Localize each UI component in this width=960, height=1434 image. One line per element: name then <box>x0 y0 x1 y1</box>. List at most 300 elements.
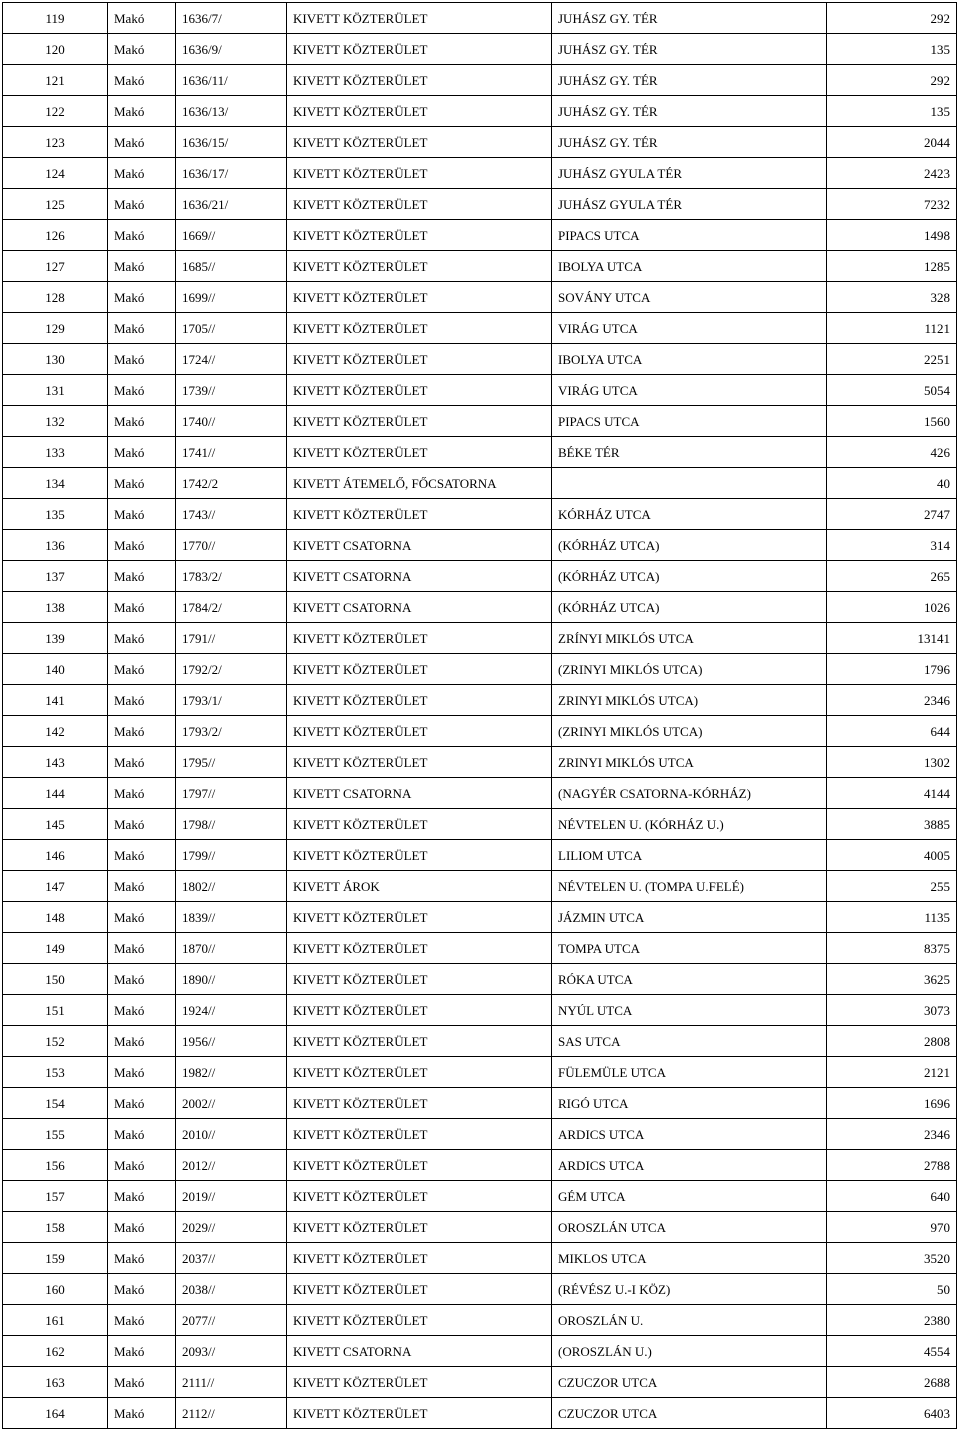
row-number-cell: 127 <box>3 251 108 282</box>
location-cell: JUHÁSZ GY. TÉR <box>552 34 827 65</box>
table-row <box>3 189 957 220</box>
land-use-cell: KIVETT KÖZTERÜLET <box>287 1367 552 1398</box>
table-row <box>3 623 957 654</box>
parcel-number-cell: 1636/7/ <box>176 3 287 34</box>
table-row <box>3 1150 957 1181</box>
table-row <box>3 158 957 189</box>
area-cell: 3625 <box>827 964 957 995</box>
land-use-cell: KIVETT KÖZTERÜLET <box>287 623 552 654</box>
register-table-body <box>3 3 957 1429</box>
table-row <box>3 747 957 778</box>
table-row <box>3 1181 957 1212</box>
table-row <box>3 1243 957 1274</box>
land-use-cell: KIVETT ÁROK <box>287 871 552 902</box>
location-cell: CZUCZOR UTCA <box>552 1367 827 1398</box>
parcel-number-cell: 1982// <box>176 1057 287 1088</box>
parcel-number-cell: 1799// <box>176 840 287 871</box>
land-use-cell: KIVETT KÖZTERÜLET <box>287 1274 552 1305</box>
location-cell: ZRÍNYI MIKLÓS UTCA <box>552 623 827 654</box>
area-cell: 1121 <box>827 313 957 344</box>
location-cell: (KÓRHÁZ UTCA) <box>552 530 827 561</box>
settlement-cell: Makó <box>108 902 176 933</box>
area-cell: 4005 <box>827 840 957 871</box>
parcel-number-cell: 1636/13/ <box>176 96 287 127</box>
row-number-cell: 158 <box>3 1212 108 1243</box>
parcel-number-cell: 1739// <box>176 375 287 406</box>
location-cell: GÉM UTCA <box>552 1181 827 1212</box>
location-cell: OROSZLÁN U. <box>552 1305 827 1336</box>
land-use-cell: KIVETT KÖZTERÜLET <box>287 96 552 127</box>
settlement-cell: Makó <box>108 313 176 344</box>
table-row <box>3 282 957 313</box>
row-number-cell: 132 <box>3 406 108 437</box>
settlement-cell: Makó <box>108 468 176 499</box>
row-number-cell: 145 <box>3 809 108 840</box>
settlement-cell: Makó <box>108 251 176 282</box>
location-cell: JUHÁSZ GY. TÉR <box>552 65 827 96</box>
parcel-number-cell: 2037// <box>176 1243 287 1274</box>
area-cell: 970 <box>827 1212 957 1243</box>
land-use-cell: KIVETT KÖZTERÜLET <box>287 902 552 933</box>
row-number-cell: 151 <box>3 995 108 1026</box>
location-cell: ZRINYI MIKLÓS UTCA <box>552 747 827 778</box>
parcel-number-cell: 1636/17/ <box>176 158 287 189</box>
location-cell: (OROSZLÁN U.) <box>552 1336 827 1367</box>
row-number-cell: 129 <box>3 313 108 344</box>
table-row <box>3 127 957 158</box>
area-cell: 2423 <box>827 158 957 189</box>
parcel-number-cell: 1741// <box>176 437 287 468</box>
settlement-cell: Makó <box>108 127 176 158</box>
row-number-cell: 138 <box>3 592 108 623</box>
land-use-cell: KIVETT KÖZTERÜLET <box>287 65 552 96</box>
settlement-cell: Makó <box>108 1119 176 1150</box>
settlement-cell: Makó <box>108 530 176 561</box>
parcel-number-cell: 1742/2 <box>176 468 287 499</box>
settlement-cell: Makó <box>108 964 176 995</box>
table-row <box>3 1305 957 1336</box>
location-cell: NÉVTELEN U. (TOMPA U.FELÉ) <box>552 871 827 902</box>
parcel-number-cell: 1797// <box>176 778 287 809</box>
table-row <box>3 1212 957 1243</box>
parcel-number-cell: 1636/9/ <box>176 34 287 65</box>
row-number-cell: 156 <box>3 1150 108 1181</box>
area-cell: 292 <box>827 65 957 96</box>
settlement-cell: Makó <box>108 840 176 871</box>
parcel-number-cell: 1770// <box>176 530 287 561</box>
row-number-cell: 134 <box>3 468 108 499</box>
parcel-number-cell: 1839// <box>176 902 287 933</box>
land-use-cell: KIVETT KÖZTERÜLET <box>287 1212 552 1243</box>
row-number-cell: 148 <box>3 902 108 933</box>
location-cell: (ZRINYI MIKLÓS UTCA) <box>552 716 827 747</box>
settlement-cell: Makó <box>108 747 176 778</box>
parcel-number-cell: 1793/2/ <box>176 716 287 747</box>
table-row <box>3 530 957 561</box>
location-cell: IBOLYA UTCA <box>552 251 827 282</box>
area-cell: 2788 <box>827 1150 957 1181</box>
area-cell: 3520 <box>827 1243 957 1274</box>
table-row <box>3 1026 957 1057</box>
land-use-cell: KIVETT KÖZTERÜLET <box>287 654 552 685</box>
table-row <box>3 96 957 127</box>
location-cell: PIPACS UTCA <box>552 220 827 251</box>
area-cell: 2380 <box>827 1305 957 1336</box>
row-number-cell: 120 <box>3 34 108 65</box>
area-cell: 1285 <box>827 251 957 282</box>
area-cell: 3073 <box>827 995 957 1026</box>
area-cell: 13141 <box>827 623 957 654</box>
row-number-cell: 147 <box>3 871 108 902</box>
row-number-cell: 155 <box>3 1119 108 1150</box>
table-row <box>3 1057 957 1088</box>
table-row <box>3 1088 957 1119</box>
row-number-cell: 160 <box>3 1274 108 1305</box>
settlement-cell: Makó <box>108 1212 176 1243</box>
row-number-cell: 123 <box>3 127 108 158</box>
table-row <box>3 313 957 344</box>
settlement-cell: Makó <box>108 871 176 902</box>
land-use-cell: KIVETT KÖZTERÜLET <box>287 1398 552 1429</box>
land-use-cell: KIVETT KÖZTERÜLET <box>287 251 552 282</box>
area-cell: 8375 <box>827 933 957 964</box>
location-cell: VIRÁG UTCA <box>552 313 827 344</box>
area-cell: 4554 <box>827 1336 957 1367</box>
land-use-cell: KIVETT KÖZTERÜLET <box>287 189 552 220</box>
settlement-cell: Makó <box>108 220 176 251</box>
settlement-cell: Makó <box>108 1336 176 1367</box>
settlement-cell: Makó <box>108 1026 176 1057</box>
area-cell: 2251 <box>827 344 957 375</box>
land-use-cell: KIVETT KÖZTERÜLET <box>287 375 552 406</box>
area-cell: 6403 <box>827 1398 957 1429</box>
land-use-cell: KIVETT KÖZTERÜLET <box>287 809 552 840</box>
location-cell: LILIOM UTCA <box>552 840 827 871</box>
land-use-cell: KIVETT KÖZTERÜLET <box>287 499 552 530</box>
parcel-number-cell: 1699// <box>176 282 287 313</box>
location-cell: SOVÁNY UTCA <box>552 282 827 313</box>
row-number-cell: 139 <box>3 623 108 654</box>
table-row <box>3 1274 957 1305</box>
settlement-cell: Makó <box>108 1305 176 1336</box>
table-row <box>3 561 957 592</box>
location-cell: BÉKE TÉR <box>552 437 827 468</box>
row-number-cell: 153 <box>3 1057 108 1088</box>
row-number-cell: 149 <box>3 933 108 964</box>
land-use-cell: KIVETT KÖZTERÜLET <box>287 127 552 158</box>
parcel-number-cell: 2029// <box>176 1212 287 1243</box>
location-cell: (ZRINYI MIKLÓS UTCA) <box>552 654 827 685</box>
row-number-cell: 152 <box>3 1026 108 1057</box>
location-cell: NYÚL UTCA <box>552 995 827 1026</box>
row-number-cell: 130 <box>3 344 108 375</box>
parcel-number-cell: 2111// <box>176 1367 287 1398</box>
parcel-number-cell: 2019// <box>176 1181 287 1212</box>
settlement-cell: Makó <box>108 1057 176 1088</box>
parcel-number-cell: 2002// <box>176 1088 287 1119</box>
land-use-cell: KIVETT CSATORNA <box>287 592 552 623</box>
area-cell: 2121 <box>827 1057 957 1088</box>
settlement-cell: Makó <box>108 96 176 127</box>
settlement-cell: Makó <box>108 65 176 96</box>
settlement-cell: Makó <box>108 437 176 468</box>
area-cell: 2346 <box>827 685 957 716</box>
row-number-cell: 133 <box>3 437 108 468</box>
location-cell: MIKLOS UTCA <box>552 1243 827 1274</box>
row-number-cell: 137 <box>3 561 108 592</box>
row-number-cell: 124 <box>3 158 108 189</box>
area-cell: 135 <box>827 34 957 65</box>
parcel-number-cell: 1705// <box>176 313 287 344</box>
row-number-cell: 143 <box>3 747 108 778</box>
settlement-cell: Makó <box>108 778 176 809</box>
row-number-cell: 136 <box>3 530 108 561</box>
land-use-cell: KIVETT KÖZTERÜLET <box>287 406 552 437</box>
location-cell: OROSZLÁN UTCA <box>552 1212 827 1243</box>
location-cell: PIPACS UTCA <box>552 406 827 437</box>
table-row <box>3 375 957 406</box>
area-cell: 2688 <box>827 1367 957 1398</box>
area-cell: 1560 <box>827 406 957 437</box>
settlement-cell: Makó <box>108 1088 176 1119</box>
row-number-cell: 135 <box>3 499 108 530</box>
land-use-cell: KIVETT KÖZTERÜLET <box>287 1026 552 1057</box>
land-use-cell: KIVETT KÖZTERÜLET <box>287 1088 552 1119</box>
land-use-cell: KIVETT KÖZTERÜLET <box>287 840 552 871</box>
area-cell: 2044 <box>827 127 957 158</box>
area-cell: 40 <box>827 468 957 499</box>
parcel-number-cell: 1802// <box>176 871 287 902</box>
settlement-cell: Makó <box>108 282 176 313</box>
area-cell: 1498 <box>827 220 957 251</box>
area-cell: 265 <box>827 561 957 592</box>
location-cell: JUHÁSZ GY. TÉR <box>552 96 827 127</box>
land-use-cell: KIVETT KÖZTERÜLET <box>287 964 552 995</box>
settlement-cell: Makó <box>108 1243 176 1274</box>
location-cell: VIRÁG UTCA <box>552 375 827 406</box>
settlement-cell: Makó <box>108 592 176 623</box>
area-cell: 4144 <box>827 778 957 809</box>
table-row <box>3 220 957 251</box>
location-cell: RIGÓ UTCA <box>552 1088 827 1119</box>
location-cell: (KÓRHÁZ UTCA) <box>552 561 827 592</box>
area-cell: 3885 <box>827 809 957 840</box>
area-cell: 2808 <box>827 1026 957 1057</box>
table-row <box>3 964 957 995</box>
settlement-cell: Makó <box>108 1181 176 1212</box>
settlement-cell: Makó <box>108 406 176 437</box>
area-cell: 5054 <box>827 375 957 406</box>
parcel-number-cell: 2038// <box>176 1274 287 1305</box>
table-row <box>3 685 957 716</box>
settlement-cell: Makó <box>108 189 176 220</box>
parcel-number-cell: 1685// <box>176 251 287 282</box>
table-row <box>3 34 957 65</box>
settlement-cell: Makó <box>108 344 176 375</box>
land-use-cell: KIVETT KÖZTERÜLET <box>287 313 552 344</box>
settlement-cell: Makó <box>108 1398 176 1429</box>
location-cell: ARDICS UTCA <box>552 1119 827 1150</box>
row-number-cell: 121 <box>3 65 108 96</box>
parcel-number-cell: 1636/15/ <box>176 127 287 158</box>
area-cell: 1026 <box>827 592 957 623</box>
row-number-cell: 154 <box>3 1088 108 1119</box>
location-cell: KÓRHÁZ UTCA <box>552 499 827 530</box>
table-row <box>3 437 957 468</box>
parcel-number-cell: 1743// <box>176 499 287 530</box>
parcel-number-cell: 1783/2/ <box>176 561 287 592</box>
parcel-number-cell: 1924// <box>176 995 287 1026</box>
land-use-cell: KIVETT KÖZTERÜLET <box>287 437 552 468</box>
land-use-cell: KIVETT KÖZTERÜLET <box>287 34 552 65</box>
parcel-number-cell: 1724// <box>176 344 287 375</box>
row-number-cell: 119 <box>3 3 108 34</box>
table-row <box>3 592 957 623</box>
table-row <box>3 1367 957 1398</box>
land-use-cell: KIVETT KÖZTERÜLET <box>287 158 552 189</box>
settlement-cell: Makó <box>108 3 176 34</box>
table-row <box>3 65 957 96</box>
area-cell: 50 <box>827 1274 957 1305</box>
settlement-cell: Makó <box>108 158 176 189</box>
parcel-number-cell: 1636/11/ <box>176 65 287 96</box>
table-row <box>3 840 957 871</box>
land-use-cell: KIVETT KÖZTERÜLET <box>287 1119 552 1150</box>
land-use-cell: KIVETT KÖZTERÜLET <box>287 1305 552 1336</box>
table-row <box>3 778 957 809</box>
land-use-cell: KIVETT KÖZTERÜLET <box>287 1150 552 1181</box>
settlement-cell: Makó <box>108 933 176 964</box>
row-number-cell: 144 <box>3 778 108 809</box>
land-use-cell: KIVETT KÖZTERÜLET <box>287 933 552 964</box>
land-use-cell: KIVETT ÁTEMELŐ, FŐCSATORNA <box>287 468 552 499</box>
land-use-cell: KIVETT CSATORNA <box>287 561 552 592</box>
area-cell: 328 <box>827 282 957 313</box>
settlement-cell: Makó <box>108 623 176 654</box>
area-cell: 255 <box>827 871 957 902</box>
location-cell: JÁZMIN UTCA <box>552 902 827 933</box>
land-use-cell: KIVETT KÖZTERÜLET <box>287 716 552 747</box>
location-cell: NÉVTELEN U. (KÓRHÁZ U.) <box>552 809 827 840</box>
parcel-number-cell: 2112// <box>176 1398 287 1429</box>
location-cell: JUHÁSZ GY. TÉR <box>552 3 827 34</box>
parcel-number-cell: 1636/21/ <box>176 189 287 220</box>
location-cell: SAS UTCA <box>552 1026 827 1057</box>
settlement-cell: Makó <box>108 1367 176 1398</box>
table-row <box>3 871 957 902</box>
row-number-cell: 142 <box>3 716 108 747</box>
location-cell: (KÓRHÁZ UTCA) <box>552 592 827 623</box>
table-row <box>3 406 957 437</box>
settlement-cell: Makó <box>108 375 176 406</box>
location-cell <box>552 468 827 499</box>
row-number-cell: 128 <box>3 282 108 313</box>
parcel-number-cell: 1740// <box>176 406 287 437</box>
location-cell: JUHÁSZ GYULA TÉR <box>552 158 827 189</box>
parcel-number-cell: 1798// <box>176 809 287 840</box>
row-number-cell: 126 <box>3 220 108 251</box>
settlement-cell: Makó <box>108 1274 176 1305</box>
land-use-cell: KIVETT KÖZTERÜLET <box>287 344 552 375</box>
location-cell: ARDICS UTCA <box>552 1150 827 1181</box>
parcel-number-cell: 2012// <box>176 1150 287 1181</box>
location-cell: TOMPA UTCA <box>552 933 827 964</box>
settlement-cell: Makó <box>108 561 176 592</box>
area-cell: 7232 <box>827 189 957 220</box>
table-row <box>3 1398 957 1429</box>
table-row <box>3 3 957 34</box>
settlement-cell: Makó <box>108 995 176 1026</box>
row-number-cell: 164 <box>3 1398 108 1429</box>
location-cell: JUHÁSZ GY. TÉR <box>552 127 827 158</box>
parcel-number-cell: 1795// <box>176 747 287 778</box>
settlement-cell: Makó <box>108 499 176 530</box>
settlement-cell: Makó <box>108 685 176 716</box>
area-cell: 1135 <box>827 902 957 933</box>
row-number-cell: 131 <box>3 375 108 406</box>
land-use-cell: KIVETT KÖZTERÜLET <box>287 1181 552 1212</box>
land-use-cell: KIVETT KÖZTERÜLET <box>287 3 552 34</box>
location-cell: (RÉVÉSZ U.-I KÖZ) <box>552 1274 827 1305</box>
row-number-cell: 159 <box>3 1243 108 1274</box>
settlement-cell: Makó <box>108 34 176 65</box>
settlement-cell: Makó <box>108 654 176 685</box>
land-use-cell: KIVETT KÖZTERÜLET <box>287 282 552 313</box>
land-use-cell: KIVETT CSATORNA <box>287 778 552 809</box>
location-cell: CZUCZOR UTCA <box>552 1398 827 1429</box>
row-number-cell: 140 <box>3 654 108 685</box>
row-number-cell: 157 <box>3 1181 108 1212</box>
row-number-cell: 162 <box>3 1336 108 1367</box>
property-register-table <box>2 2 957 1429</box>
area-cell: 292 <box>827 3 957 34</box>
row-number-cell: 125 <box>3 189 108 220</box>
row-number-cell: 141 <box>3 685 108 716</box>
table-row <box>3 716 957 747</box>
table-row <box>3 468 957 499</box>
table-row <box>3 251 957 282</box>
table-row <box>3 654 957 685</box>
area-cell: 644 <box>827 716 957 747</box>
land-use-cell: KIVETT KÖZTERÜLET <box>287 1057 552 1088</box>
area-cell: 314 <box>827 530 957 561</box>
area-cell: 2747 <box>827 499 957 530</box>
parcel-number-cell: 1791// <box>176 623 287 654</box>
table-row <box>3 1119 957 1150</box>
area-cell: 2346 <box>827 1119 957 1150</box>
parcel-number-cell: 1890// <box>176 964 287 995</box>
area-cell: 135 <box>827 96 957 127</box>
area-cell: 1796 <box>827 654 957 685</box>
table-row <box>3 499 957 530</box>
parcel-number-cell: 2010// <box>176 1119 287 1150</box>
parcel-number-cell: 2093// <box>176 1336 287 1367</box>
row-number-cell: 161 <box>3 1305 108 1336</box>
parcel-number-cell: 1792/2/ <box>176 654 287 685</box>
land-use-cell: KIVETT KÖZTERÜLET <box>287 220 552 251</box>
settlement-cell: Makó <box>108 1150 176 1181</box>
location-cell: IBOLYA UTCA <box>552 344 827 375</box>
location-cell: FÜLEMÜLE UTCA <box>552 1057 827 1088</box>
land-use-cell: KIVETT KÖZTERÜLET <box>287 1243 552 1274</box>
row-number-cell: 146 <box>3 840 108 871</box>
area-cell: 426 <box>827 437 957 468</box>
settlement-cell: Makó <box>108 809 176 840</box>
area-cell: 1302 <box>827 747 957 778</box>
table-row <box>3 995 957 1026</box>
location-cell: (NAGYÉR CSATORNA-KÓRHÁZ) <box>552 778 827 809</box>
land-use-cell: KIVETT CSATORNA <box>287 1336 552 1367</box>
